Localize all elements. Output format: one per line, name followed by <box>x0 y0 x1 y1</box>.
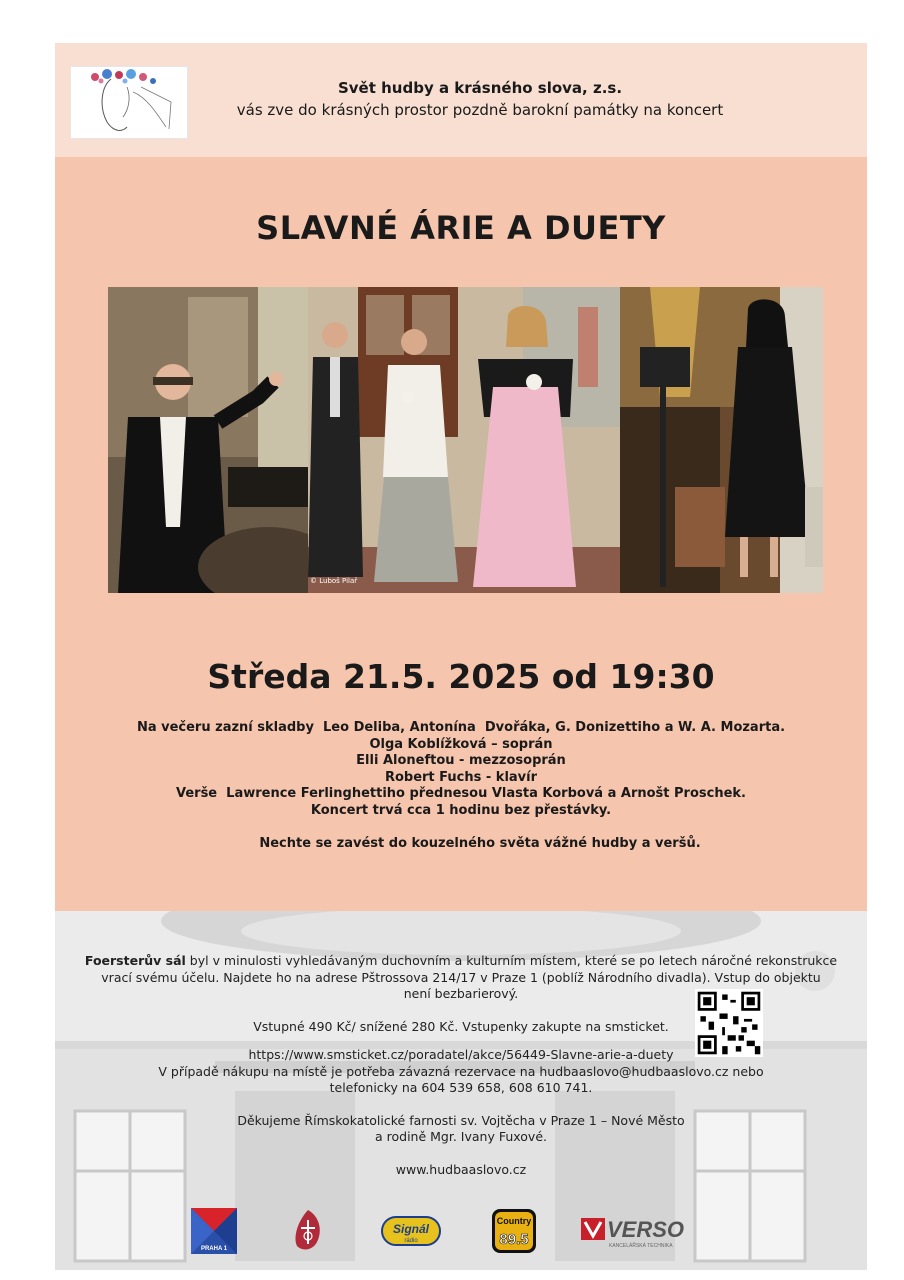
verso-logo <box>579 1212 703 1250</box>
signal-text: Signál <box>392 1222 430 1236</box>
verso-sub: KANCELÁŘSKÁ TECHNIKA <box>609 1243 673 1249</box>
venue-line: vrací svému účelu. Najdete ho na adrese Pštrossova 214/17 v Praze 1 (poblíž Národního divadla). Vstup do objektu <box>101 969 821 985</box>
invitation-text: vás zve do krásných prostor pozdně barokní památky na koncert <box>236 101 724 119</box>
organizer-name: Svět hudby a krásného slova, z.s. <box>337 79 623 97</box>
program-line: Nechte se zavést do kouzelného světa vážné hudby a veršů. <box>259 835 701 851</box>
program-line: Olga Koblížková – soprán <box>369 736 553 752</box>
singers-group-photo <box>308 287 620 593</box>
main-band <box>55 157 867 911</box>
pianist-photo <box>108 287 308 593</box>
country-freq: 89.5 <box>499 1231 529 1248</box>
parish-emblem <box>291 1208 325 1256</box>
country-text: Country <box>496 1216 532 1226</box>
mezzosoprano-photo <box>620 287 823 593</box>
concert-date: Středa 21.5. 2025 od 19:30 <box>207 657 715 696</box>
praha1-text: PRAHA 1 <box>200 1246 228 1252</box>
program-line: Elli Aloneftou - mezzosoprán <box>356 753 566 769</box>
venue-desc: byl v minulosti vyhledávaným duchovním a kulturním místem, které se po letech náročné rekonstrukce <box>185 953 838 968</box>
qr-code[interactable] <box>695 989 763 1057</box>
footer-band <box>55 911 867 1270</box>
country-radio-logo <box>491 1208 537 1254</box>
program-line: Koncert trvá cca 1 hodinu bez přestávky. <box>310 802 612 818</box>
verso-text: VERSO <box>607 1217 685 1242</box>
thanks-line: a rodině Mgr. Ivany Fuxové. <box>375 1129 547 1144</box>
ticket-url[interactable]: https://www.smsticket.cz/poradatel/akce/56449-Slavne-arie-a-duety <box>248 1047 674 1062</box>
website-link[interactable]: www.hudbaaslovo.cz <box>395 1161 527 1177</box>
ticket-price: Vstupné 490 Kč/ snížené 280 Kč. Vstupenky zakupte na smsticket. <box>253 1018 669 1034</box>
program-line: Robert Fuchs - klavír <box>384 769 538 785</box>
concert-title: SLAVNÉ ÁRIE A DUETY <box>256 209 666 247</box>
venue-info <box>55 953 867 1178</box>
signal-radio-logo <box>381 1214 441 1248</box>
reservation-line: telefonicky na 604 539 658, 608 610 741. <box>329 1080 593 1095</box>
praha1-logo <box>191 1208 237 1254</box>
program-text <box>55 720 867 852</box>
performer-photo-collage <box>108 287 823 593</box>
reservation-line: V případě nákupu na místě je potřeba závazná rezervace na hudbaaslovo@hudbaaslovo.cz nebo <box>158 1063 764 1079</box>
program-line: Verše Lawrence Ferlinghettiho přednesou Vlasta Korbová a Arnošt Proschek. <box>175 786 746 802</box>
thanks-line: Děkujeme Římskokatolické farnosti sv. Vojtěcha v Praze 1 – Nové Město <box>237 1112 685 1128</box>
sponsor-logos <box>55 1208 867 1260</box>
program-line: Na večeru zazní skladby Leo Deliba, Antonína Dvořáka, G. Donizettiho a W. A. Mozarta. <box>136 720 786 735</box>
venue-line <box>55 953 867 970</box>
header-band <box>55 43 867 157</box>
venue-line: není bezbarierový. <box>403 986 519 1001</box>
signal-sub: rádio <box>404 1238 418 1244</box>
photo-credit: © Luboš Pilař <box>310 577 358 585</box>
poster <box>55 43 867 1270</box>
venue-name: Foersterův sál <box>84 953 186 968</box>
